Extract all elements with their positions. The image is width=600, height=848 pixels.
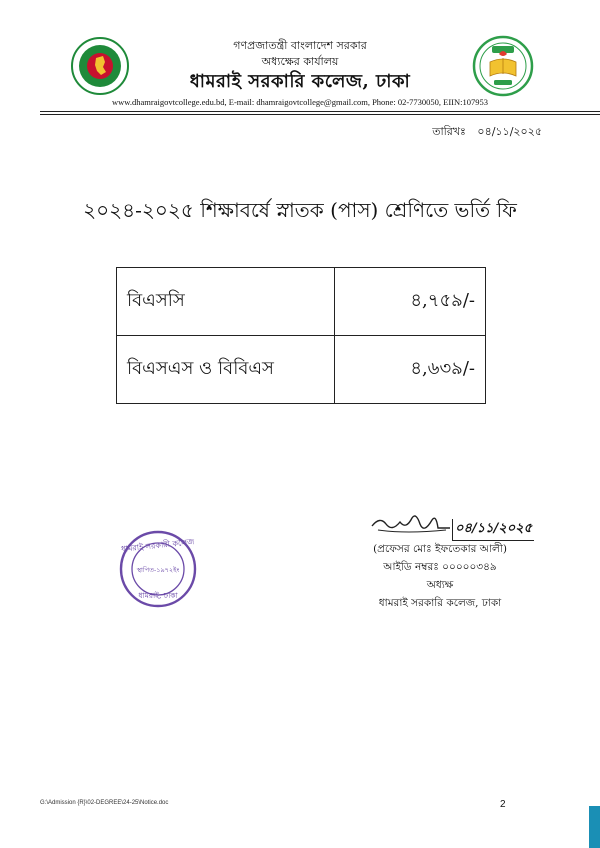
signatory-designation: অধ্যক্ষ bbox=[426, 579, 454, 591]
signatory-id: আইডি নম্বরঃ ০০০০০৩৪৯ bbox=[383, 561, 497, 573]
fee-cell: ৪,৬৩৯/- bbox=[335, 336, 486, 404]
seal-text-top: ধামরাই সরকারী কলেজ bbox=[120, 537, 195, 554]
handwritten-signature bbox=[366, 508, 456, 538]
fees-table bbox=[116, 267, 486, 404]
fee-cell: ৪,৭৫৯/- bbox=[335, 268, 486, 336]
page-number: 2 bbox=[500, 799, 506, 810]
office-name: অধ্যক্ষের কার্যালয় bbox=[261, 55, 339, 68]
header-rule-thin bbox=[40, 114, 600, 115]
college-seal bbox=[118, 529, 198, 609]
table-row bbox=[117, 336, 486, 404]
contact-line: www.dhamraigovtcollege.edu.bd, E-mail: dhamraigovtcollege@gmail.com, Phone: 02-7730050, EIIN:107953 bbox=[112, 97, 488, 107]
date-label: তারিখঃ bbox=[432, 125, 466, 138]
signatory-institution: ধামরাই সরকারি কলেজ, ঢাকা bbox=[378, 597, 502, 609]
file-path: G:\Admission {R}\02-DEGREE\24-25\Notice.doc bbox=[40, 800, 169, 806]
signatory-name: (প্রফেসর মোঃ ইফতেকার আলী) bbox=[373, 543, 507, 555]
program-cell: বিএসএস ও বিবিএস bbox=[117, 336, 335, 404]
college-name: ধামরাই সরকারি কলেজ, ঢাকা bbox=[189, 71, 411, 92]
header-rule bbox=[40, 111, 600, 112]
date-value: ০৪/১১/২০২৫ bbox=[477, 125, 542, 138]
notice-title: ২০২৪-২০২৫ শিক্ষাবর্ষে স্নাতক (পাস) শ্রেণিতে ভর্তি ফি bbox=[83, 198, 517, 222]
signature-date: ০৪/১১/২০২৫ bbox=[452, 519, 534, 541]
signature-block bbox=[340, 540, 540, 612]
program-cell: বিএসসি bbox=[117, 268, 335, 336]
seal-text-bottom: ধামরাই, ঢাকা bbox=[138, 591, 178, 600]
scroll-tab[interactable] bbox=[589, 806, 600, 848]
table-row bbox=[117, 268, 486, 336]
government-name: গণপ্রজাতন্ত্রী বাংলাদেশ সরকার bbox=[233, 39, 367, 52]
date-line bbox=[432, 123, 542, 142]
seal-text-mid: স্থাপিত-১৯৭২ইং bbox=[136, 566, 180, 574]
